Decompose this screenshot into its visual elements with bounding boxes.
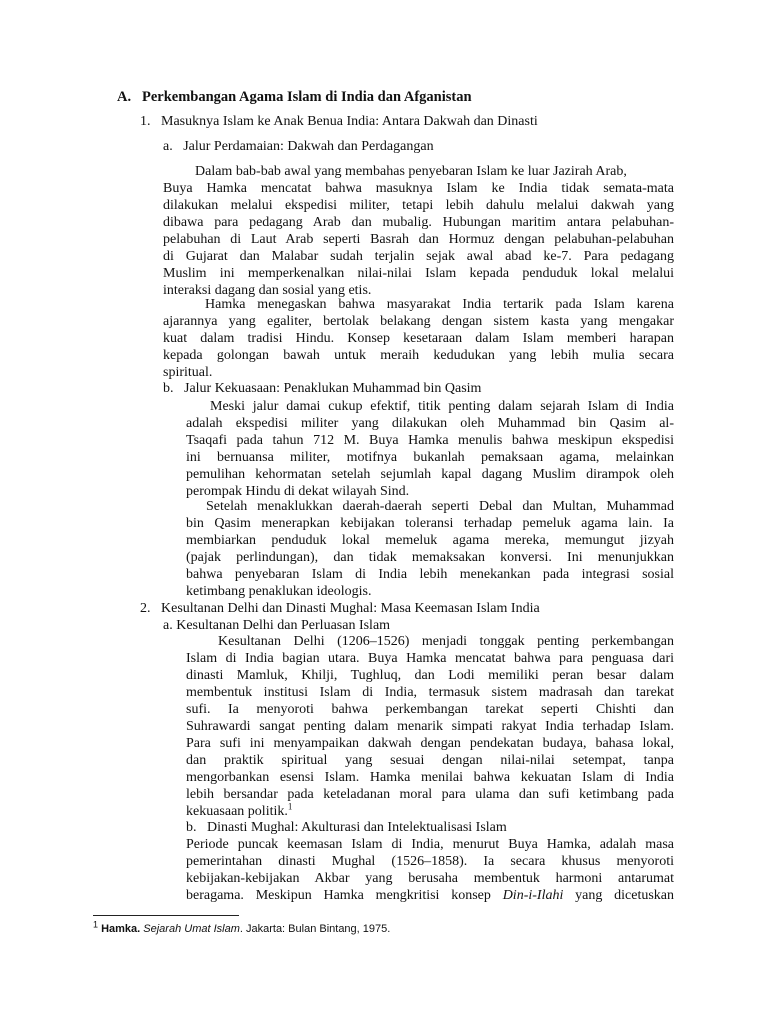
text-line: dan praktik spiritual yang sesuai dengan nilai-nilai setempat, tanpa: [186, 753, 674, 768]
text-line: Tsaqafi pada tahun 712 M. Buya Hamka menulis bahwa meskipun ekspedisi: [186, 433, 674, 448]
text-line: ketimbang penaklukan ideologis.: [186, 584, 372, 599]
list-marker: b.: [163, 381, 174, 396]
text-line: spiritual.: [163, 365, 213, 380]
text-line: dilakukan melalui ekspedisi militer, tetapi lebih dahulu melalui dakwah yang: [163, 198, 674, 213]
text-line: kuat dalam tradisi Hindu. Konsep kesetaraan dalam Islam memberi harapan: [163, 331, 674, 346]
subsection-1: [140, 113, 538, 130]
text-line: membiarkan penduduk lokal memeluk agama mereka, memungut jizyah: [186, 533, 674, 548]
paragraph-2: [163, 296, 674, 381]
text-line: Dalam bab-bab awal yang membahas penyebaran Islam ke luar Jazirah Arab,: [195, 164, 627, 179]
paragraph-6: [186, 836, 674, 904]
footnote-author: Hamka.: [101, 923, 141, 935]
italic-term: Din-i-Ilahi: [502, 888, 564, 903]
text-line: Muslim ini memperkenalkan nilai-nilai Islam kepada penduduk lokal melalui: [163, 266, 674, 281]
list-marker: a.: [163, 618, 173, 633]
text-line: bahwa penyebaran Islam di India lebih menekankan pada integrasi sosial: [186, 567, 674, 582]
paragraph-4: [186, 498, 674, 600]
text-line: Para sufi ini menyampaikan dakwah dengan pendekatan budaya, bahasa lokal,: [186, 736, 674, 751]
text-line: (pajak perlindungan), dan tidak memaksakan konversi. Ini menunjukkan: [186, 550, 674, 565]
text-line: dibawa para pedagang Arab dan mubalig. Hubungan maritim antara pelabuhan-: [163, 215, 674, 230]
text-line: sufi. Ia menyoroti bahwa perkembangan tarekat seperti Chishti dan: [186, 702, 674, 717]
subsection-title: Jalur Kekuasaan: Penaklukan Muhammad bin Qasim: [184, 381, 482, 396]
text-line: kekuasaan politik.: [186, 804, 288, 819]
text-line-last: [186, 803, 674, 820]
text-line: lebih bersandar pada keteladanan moral para ulama dan sufi ketimbang pada: [186, 787, 674, 802]
subsection-2b: [186, 819, 507, 836]
list-marker: a.: [163, 139, 173, 154]
text-line: Periode puncak keemasan Islam di India, menurut Buya Hamka, adalah masa: [186, 837, 674, 852]
text-line: dinasti Mamluk, Khilji, Tughluq, dan Lodi memiliki peran besar dalam: [186, 668, 674, 683]
footnote-reference[interactable]: 1: [287, 801, 293, 812]
text-line: kebijakan-kebijakan Akbar yang berusaha membentuk harmoni antarumat: [186, 871, 674, 886]
subsection-title: Dinasti Mughal: Akulturasi dan Intelektualisasi Islam: [207, 820, 507, 835]
list-marker: 2.: [140, 601, 151, 616]
paragraph-1-body: [163, 180, 674, 299]
heading-marker: A.: [117, 89, 132, 105]
text-segment: beragama. Meskipun Hamka mengkritisi konsep: [186, 888, 491, 903]
text-line: pemerintahan dinasti Mughal (1526–1858). Ia secara khusus menyoroti: [186, 854, 674, 869]
heading-text: Perkembangan Agama Islam di India dan Afganistan: [141, 89, 472, 105]
text-line: di Gujarat dan Malabar sudah terjalin sejak awal abad ke-7. Para pedagang: [163, 249, 674, 264]
text-line: pemulihan kehormatan setelah sejumlah kapal dagang Muslim dirampok oleh: [186, 467, 674, 482]
text-line: Hamka menegaskan bahwa masyarakat India tertarik pada Islam karena: [205, 297, 674, 312]
subsection-1b: [163, 380, 481, 397]
text-line-last: [186, 887, 674, 904]
subsection-2a: [163, 617, 390, 634]
text-line: Buya Hamka mencatat bahwa masuknya Islam ke India tidak semata-mata: [163, 181, 674, 196]
list-marker: b.: [186, 820, 197, 835]
paragraph-3: [186, 398, 674, 500]
text-line: pelabuhan di Laut Arab seperti Basrah dan Hormuz dengan pelabuhan-pelabuhan: [163, 232, 674, 247]
footnote-title: Sejarah Umat Islam: [143, 923, 240, 935]
footnote-separator: [93, 915, 239, 916]
footnote-number: 1: [93, 919, 99, 930]
text-line: Meski jalur damai cukup efektif, titik penting dalam sejarah Islam di India: [210, 399, 674, 414]
text-line: interaksi dagang dan sosial yang etis.: [163, 283, 372, 298]
subsection-1a: [163, 138, 434, 155]
list-marker: 1.: [140, 114, 151, 129]
subsection-title: Kesultanan Delhi dan Perluasan Islam: [176, 618, 391, 633]
subsection-title: Jalur Perdamaian: Dakwah dan Perdagangan: [183, 139, 434, 154]
subsection-title: Masuknya Islam ke Anak Benua India: Antara Dakwah dan Dinasti: [161, 114, 538, 129]
text-line: ini bernuansa militer, motifnya bukanlah pemaksaan agama, melainkan: [186, 450, 674, 465]
section-heading-a: [117, 89, 472, 106]
text-line: kepada golongan bawah untuk meraih kedudukan yang lebih mulia secara: [163, 348, 674, 363]
text-line: Setelah menaklukkan daerah-daerah seperti Debal dan Multan, Muhammad: [206, 499, 674, 514]
paragraph-5: [186, 633, 674, 820]
text-line: ajarannya yang egaliter, bertolak belakang dengan sistem kasta yang mengakar: [163, 314, 674, 329]
text-line: Islam di India bagian utara. Buya Hamka mencatat bahwa para penguasa dari: [186, 651, 674, 666]
paragraph-1: [163, 163, 674, 180]
text-line: membentuk institusi Islam di India, termasuk sistem madrasah dan tarekat: [186, 685, 674, 700]
subsection-title: Kesultanan Delhi dan Dinasti Mughal: Masa Keemasan Islam India: [161, 601, 540, 616]
text-line: Kesultanan Delhi (1206–1526) menjadi tonggak penting perkembangan: [218, 634, 674, 649]
text-line: adalah ekspedisi militer yang dilakukan oleh Muhammad bin Qasim al-: [186, 416, 674, 431]
text-line: mengorbankan esensi Islam. Hamka menilai bahwa kekuatan Islam di India: [186, 770, 674, 785]
text-segment: yang dicetuskan: [575, 888, 674, 903]
footnote-publication: . Jakarta: Bulan Bintang, 1975.: [239, 923, 391, 935]
subsection-2: [140, 600, 540, 617]
footnote: [93, 921, 390, 938]
text-line: Suhrawardi sangat penting dalam menarik simpati rakyat India terhadap Islam.: [186, 719, 674, 734]
text-line: bin Qasim menerapkan kebijakan toleransi terhadap pemeluk agama lain. Ia: [186, 516, 674, 531]
text-line: perompak Hindu di dekat wilayah Sind.: [186, 484, 410, 499]
